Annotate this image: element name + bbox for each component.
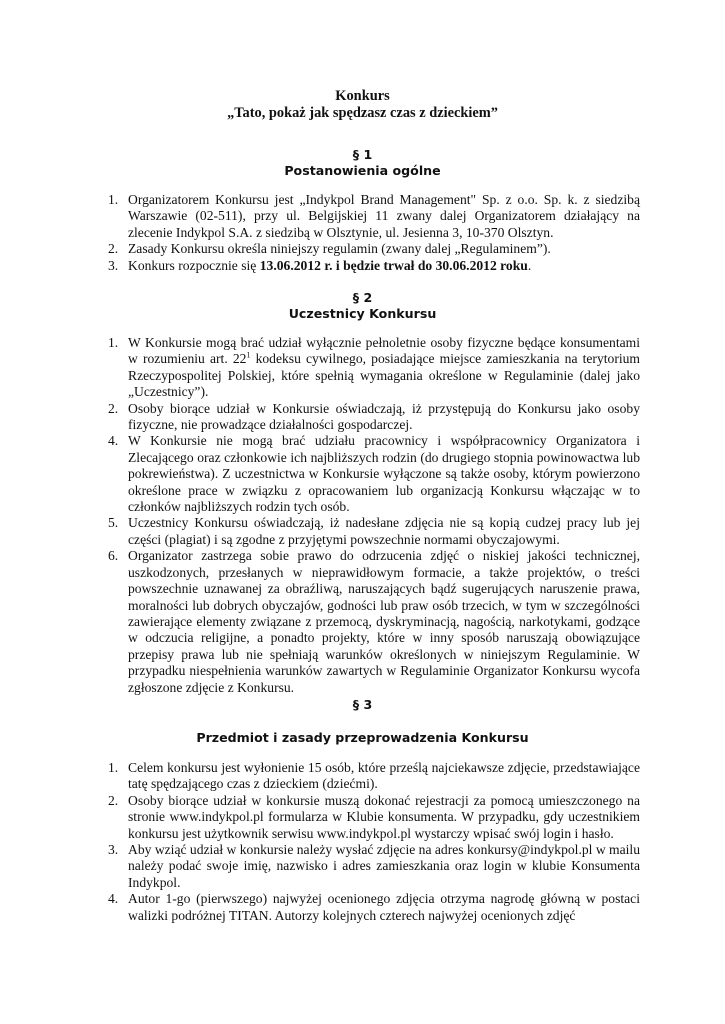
list-item [108,760,640,793]
item-number: 4. [108,433,119,449]
item-text: Zasady Konkursu określa niniejszy regulamin (zwany dalej „Regulaminem”). [128,241,551,257]
item-number: 1. [108,335,119,350]
item-text: Uczestnicy Konkursu oświadczają, iż nadesłane zdjęcia nie są kopią cudzej pracy lub jej części (plagiat) i są zgodne z przyjętymi powszechnie normami obyczajowymi. [128,515,640,547]
item-text: Osoby biorące udział w konkursie muszą dokonać rejestracji za pomocą umieszczonego na stronie www.indykpol.pl formularza w Klubie konsumenta. W przypadku, gdy uczestnikiem konkursu jest użytkownik serwisu www.indykpol.pl wystarczy wpisać swój login i hasło. [128,792,640,841]
item-text: kodeksu cywilnego, posiadające miejsce zamieszkania na terytorium Rzeczypospolitej Polskiej, które spełnią wymagania określone w Regulaminie (dalej jako „Uczestnicy”). [128,351,640,400]
item-text-bold: 13.06.2012 r. i będzie trwał do 30.06.2012 roku [259,257,528,273]
item-number: 2. [108,400,119,416]
list-item [108,842,640,891]
item-number: 6. [108,548,119,564]
item-text: Osoby biorące udział w Konkursie oświadczają, iż przystępują do Konkursu jako osoby fizyczne, nie prowadzące działalności gospodarczej. [128,400,640,433]
document-subtitle: „Tato, pokaż jak spędzasz czas z dzieckiem” [227,105,498,121]
list-item [108,515,640,548]
item-number: 3. [108,842,119,858]
item-text: Konkurs rozpocznie się [128,257,260,273]
section-3-number: § 3 [352,697,373,712]
section-2-list [108,335,640,696]
item-number: 1. [108,192,119,207]
item-superscript: 1 [246,350,251,360]
document-title: Konkurs [335,88,390,104]
item-text: W Konkursie mogą brać udział wyłącznie pełnoletnie osoby fizyczne będące konsumentami w rozumieniu art. 22 [128,335,640,367]
item-number: 2. [108,241,119,257]
item-text: Celem konkursu jest wyłonienie 15 osób, które prześlą najciekawsze zdjęcie, przedstawiające tatę spędzającego czas z dzieckiem (dziećmi). [128,760,640,792]
item-number: 3. [108,257,119,273]
section-1-title: Postanowienia ogólne [284,163,441,178]
item-text: Organizator zastrzega sobie prawo do odrzucenia zdjęć o niskiej jakości technicznej, uszkodzonych, przesłanych w nieprawidłowym formacie, a także projektów, o treści powszechnie uznawanej za obraźliwą, naruszających bądź sugerujących naruszenie prawa, moralności lub dobrych obyczajów, godności lub praw osób trzecich, w tym w szczególności zawierające elementy związane z przemocą, dyskryminacją, nagością, narkotykami, godzące w odczucia religijne, a ponadto projekty, które w inny sposób naruszają obowiązujące przepisy prawa lub nie spełniają warunków określonych w niniejszym Regulaminie. W przypadku niespełnienia warunków zawartych w Regulaminie Organizator Konkursu wycofa zgłoszone zdjęcie z Konkursu. [128,548,640,695]
list-item [108,891,640,924]
section-2-title: Uczestnicy Konkursu [288,306,437,321]
item-text: . [527,257,532,273]
section-2-number: § 2 [352,290,373,305]
item-text: W Konkursie nie mogą brać udziału pracownicy i współpracownicy Organizatora i Zlecającego oraz członkowie ich najbliższych rodzin (do drugiego stopnia powinowactwa lub pokrewieństwa). Z uczestnictwa w Konkursie wyłączone są także osoby, którym powierzono określone prace w związku z opracowaniem lub organizacją Konkursu włączając w to członków najbliższych rodzin tych osób. [128,433,640,515]
list-item [108,401,640,434]
list-item [108,258,640,274]
list-item [108,548,640,696]
section-3-list [108,760,640,924]
section-1-list [108,192,640,274]
section-1-number: § 1 [352,147,373,162]
section-3-title: Przedmiot i zasady przeprowadzenia Konkursu [196,730,529,745]
item-number: 1. [108,760,119,775]
item-number: 2. [108,792,119,808]
list-item [108,433,640,515]
list-item [108,335,640,401]
list-item [108,192,640,241]
item-text: Autor 1-go (pierwszego) najwyżej ocenionego zdjęcia otrzyma nagrodę główną w postaci walizki podróżnej TITAN. Autorzy kolejnych czterech najwyżej ocenionych zdjęć [128,891,640,923]
list-item [108,793,640,842]
item-number: 4. [108,891,119,907]
item-text: Aby wziąć udział w konkursie należy wysłać zdjęcie na adres konkursy@indykpol.pl w mailu należy podać swoje imię, nazwisko i adres zamieszkania oraz login w klubie Konsumenta Indykpol. [128,842,640,890]
item-text: Organizatorem Konkursu jest „Indykpol Brand Management" Sp. z o.o. Sp. k. z siedzibą Warszawie (02-511), przy ul. Belgijskiej 11 zwany dalej Organizatorem działający na zlecenie Indykpol S.A. z siedzibą w Olsztynie, ul. Jesienna 3, 10-370 Olsztyn. [128,192,640,240]
list-item [108,241,640,257]
item-number: 5. [108,515,119,531]
